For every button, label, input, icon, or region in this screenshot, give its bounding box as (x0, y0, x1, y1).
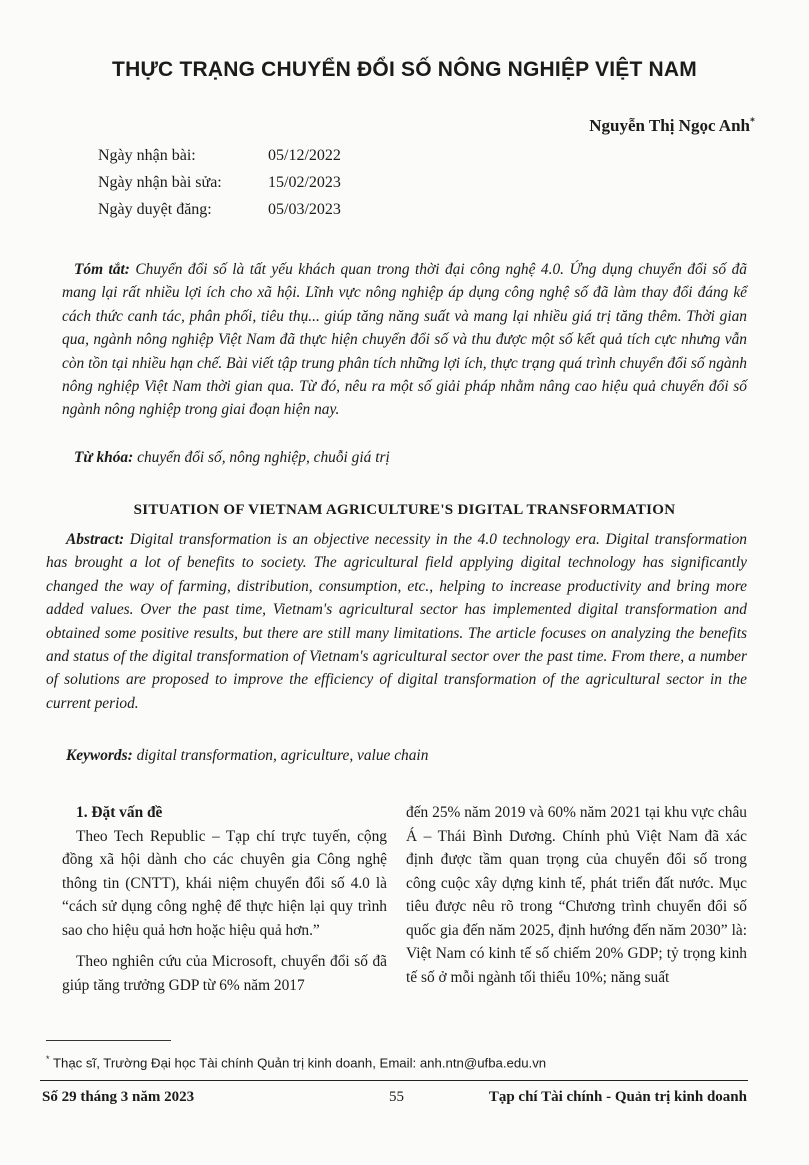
english-abstract (46, 528, 747, 715)
date-accepted (98, 196, 341, 223)
date-value: 05/12/2022 (268, 147, 341, 164)
page-number: 55 (389, 1089, 404, 1105)
english-keywords (66, 747, 428, 765)
footnote-mark: * (46, 1054, 50, 1064)
footer-rule (40, 1080, 748, 1081)
footnote (46, 1054, 546, 1070)
article-title: THỰC TRẠNG CHUYỂN ĐỔI SỐ NÔNG NGHIỆP VIỆT NAM (112, 58, 697, 81)
footer-issue: Số 29 tháng 3 năm 2023 (42, 1089, 195, 1105)
date-label: Ngày nhận bài: (98, 147, 196, 164)
vi-abstract-text: Chuyển đổi số là tất yếu khách quan trong thời đại công nghệ 4.0. Ứng dụng chuyển đổi số đã mang lại rất nhiều lợi ích cho xã hội. Lĩnh vực nông nghiệp áp dụng công nghệ số đã làm thay đổi đáng kể cách thức canh tác, phân phối, tiêu thụ... giúp tăng năng suất và mang lại nhiều giá trị tăng thêm. Thời gian qua, ngành nông nghiệp Việt Nam đã thực hiện chuyển đổi số và thu được một số kết quả tích cực nhưng vẫn còn tồn tại nhiều hạn chế. Bài viết tập trung phân tích những lợi ích, thực trạng quá trình chuyển đổi số ngành nông nghiệp Việt Nam thời gian qua. Từ đó, nêu ra một số giải pháp nhằm nâng cao hiệu quả chuyển đổi số ngành nông nghiệp trong giai đoạn hiện nay. (62, 261, 747, 419)
vietnamese-abstract (62, 258, 747, 422)
body-paragraph: đến 25% năm 2019 và 60% năm 2021 tại khu vực châu Á – Thái Bình Dương. Chính phủ Việt Nam đã xác định được tầm quan trọng của chuyển đổi số trong công cuộc xây dựng kinh tế, phát triển đất nước. Mục tiêu được nêu rõ trong “Chương trình chuyển đổi số quốc gia đến năm 2025, định hướng đến năm 2030” là: Việt Nam có kinh tế số chiếm 20% GDP; tỷ trọng kinh tế số ở mỗi ngành tối thiểu 10%; năng suất (406, 804, 747, 986)
submission-dates (98, 142, 341, 223)
date-value: 15/02/2023 (268, 174, 341, 191)
author-footnote-mark: * (750, 116, 755, 128)
body-paragraph: Theo Tech Republic – Tạp chí trực tuyến, cộng đồng xã hội dành cho các chuyên gia Công nghệ thông tin (CNTT), khái niệm chuyển đổi số 4.0 là “cách sử dụng công nghệ để thực hiện lại quy trình sao cho hiệu quả hơn hoặc hiệu quả hơn.” (62, 827, 387, 939)
date-value: 05/03/2023 (268, 201, 341, 218)
body-left-column (62, 801, 387, 997)
body-paragraph: Theo nghiên cứu của Microsoft, chuyển đổi số đã giúp tăng trưởng GDP từ 6% năm 2017 (62, 953, 387, 994)
en-abstract-label: Abstract: (66, 531, 125, 548)
date-label: Ngày duyệt đăng: (98, 201, 212, 218)
date-label: Ngày nhận bài sửa: (98, 174, 222, 191)
section-heading: 1. Đặt vấn đề (76, 804, 163, 821)
vi-abstract-label: Tóm tắt: (74, 261, 130, 278)
english-title: SITUATION OF VIETNAM AGRICULTURE'S DIGITAL TRANSFORMATION (133, 502, 676, 518)
author-name-text: Nguyễn Thị Ngọc Anh (589, 116, 750, 135)
en-abstract-text: Digital transformation is an objective necessity in the 4.0 technology era. Digital transformation has brought a lot of benefits to society. The agricultural field applying digital technology has significantly changed the way of farming, distribution, consumption, etc., helping to increase productivity and bring more added values. Over the past time, Vietnam's agricultural sector has implemented digital transformation and obtained some positive results, but there are still many limitations. The article focuses on analyzing the benefits and status of the digital transformation of Vietnam's agricultural sector over the past time. From there, a number of solutions are proposed to improve the efficiency of digital transformation of the agricultural sector in the current period. (46, 531, 747, 712)
body-right-column (406, 801, 747, 989)
author-name (589, 116, 755, 136)
date-revised (98, 169, 341, 196)
footnote-text: Thạc sĩ, Trường Đại học Tài chính Quản trị kinh doanh, Email: anh.ntn@ufba.edu.vn (52, 1055, 547, 1071)
date-received (98, 142, 341, 169)
vi-keywords-label: Từ khóa: (74, 449, 134, 466)
footnote-divider (46, 1040, 171, 1041)
footer-journal: Tạp chí Tài chính - Quản trị kinh doanh (488, 1089, 747, 1105)
en-keywords-label: Keywords: (66, 747, 133, 764)
en-keywords-text: digital transformation, agriculture, value chain (136, 747, 429, 764)
vi-keywords-text: chuyển đổi số, nông nghiệp, chuỗi giá trị (137, 449, 390, 466)
vietnamese-keywords (74, 449, 390, 467)
